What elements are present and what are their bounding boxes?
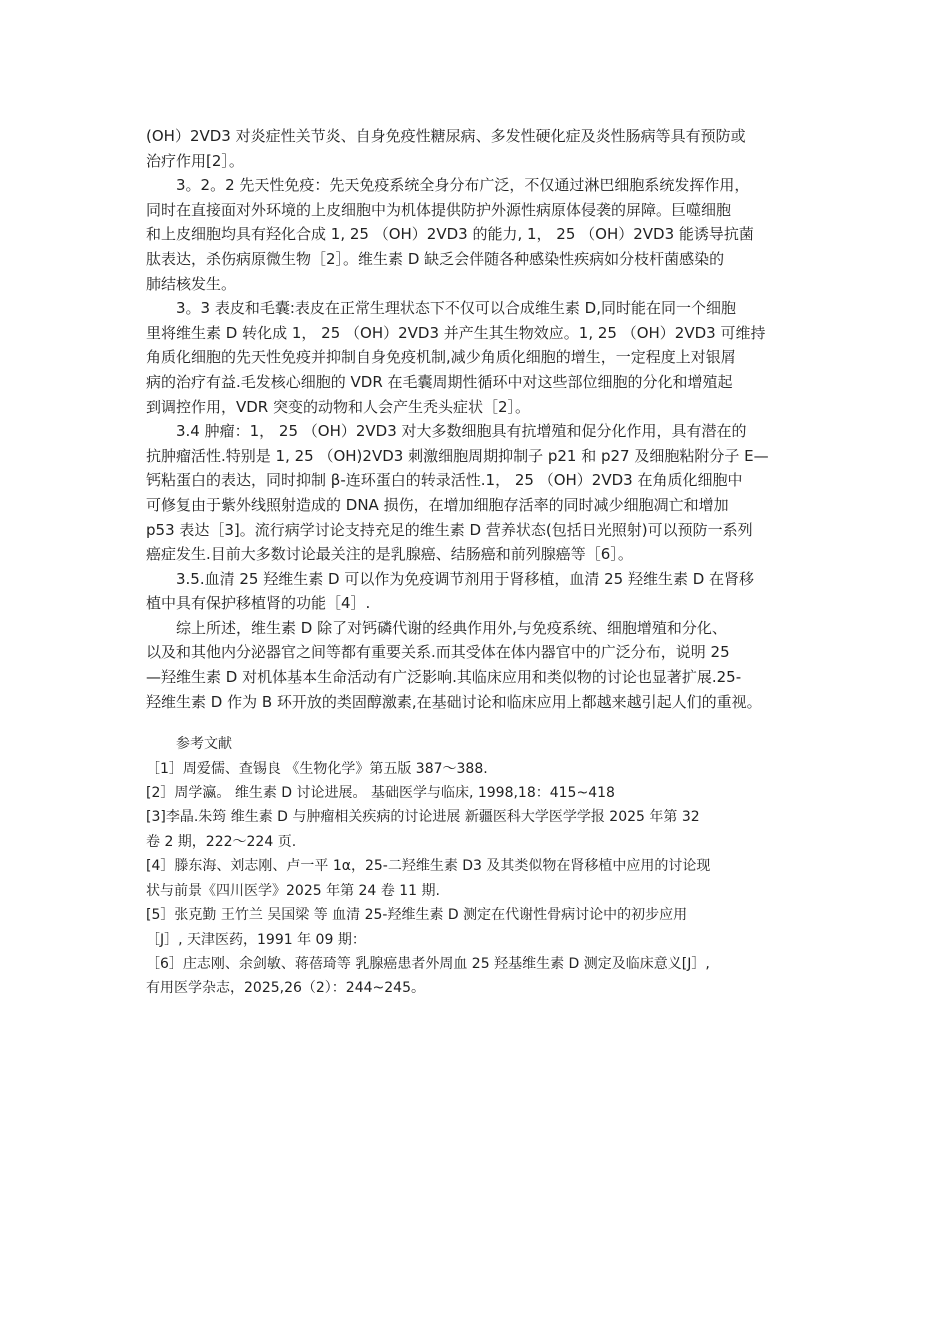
- reference-line: ［6］庄志刚、余剑敏、蒋蓓琦等 乳腺癌患者外周血 25 羟基维生素 D 测定及临床意义[J］,: [146, 955, 710, 972]
- paragraph-line: 以及和其他内分泌器官之间等都有重要关系.而其受体在体内器官中的广泛分布，说明 25: [146, 643, 730, 662]
- paragraph-line: p53 表达［3]。流行病学讨论支持充足的维生素 D 营养状态(包括日光照射)可以预防一系列: [146, 520, 753, 539]
- reference-line: [2］周学瀛。 维生素 D 讨论进展。 基础医学与临床, 1998,18：415~418: [146, 785, 615, 802]
- reference-item: [146, 805, 826, 854]
- reference-item: [146, 757, 826, 781]
- paragraph-line: 病的治疗有益.毛发核心细胞的 VDR 在毛囊周期性循环中对这些部位细胞的分化和增殖起: [146, 372, 733, 391]
- paragraph-line: 肺结核发生。: [146, 274, 237, 293]
- paragraph-line: 羟维生素 D 作为 B 环开放的类固醇激素,在基础讨论和临床应用上都越来越引起人们的重视。: [146, 692, 762, 711]
- paragraph-line: 可修复由于紫外线照射造成的 DNA 损伤，在增加细胞存活率的同时减少细胞凋亡和增加: [146, 495, 729, 514]
- document-body: [146, 124, 826, 714]
- paragraph-line: (OH）2VD3 对炎症性关节炎、自身免疫性糖尿病、多发性硬化症及炎性肠病等具有预防或: [146, 127, 746, 145]
- references-title: 参考文献: [176, 736, 232, 753]
- paragraph-line: —羟维生素 D 对机体基本生命活动有广泛影响.其临床应用和类似物的讨论也显著扩展.25-: [146, 668, 742, 687]
- paragraph-section-3-4: [146, 419, 826, 567]
- reference-item: [146, 854, 826, 903]
- reference-item: [146, 903, 826, 952]
- paragraph-line: 3。3 表皮和毛囊:表皮在正常生理状态下不仅可以合成维生素 D,同时能在同一个细胞: [176, 299, 736, 318]
- reference-item: [146, 952, 826, 1001]
- paragraph-line: 3。2。2 先天性免疫：先天免疫系统全身分布广泛，不仅通过淋巴细胞系统发挥作用，: [176, 176, 750, 195]
- paragraph-line: 角质化细胞的先天性免疫并抑制自身免疫机制,减少角质化细胞的增生，一定程度上对银屑: [146, 348, 736, 367]
- paragraph-line: 到调控作用，VDR 突变的动物和人会产生秃头症状［2］。: [146, 397, 531, 416]
- paragraph-line: 里将维生素 D 转化成 1， 25 （OH）2VD3 并产生其生物效应。1, 25 （OH）2VD3 可维持: [146, 323, 766, 342]
- document-page: [146, 124, 826, 1001]
- paragraph-line: 钙粘蛋白的表达，同时抑制 β-连环蛋白的转录活性.1， 25 （OH）2VD3 在角质化细胞中: [146, 471, 743, 490]
- reference-line: 有用医学杂志，2025,26（2）：244~245。: [146, 980, 425, 997]
- paragraph-line: 抗肿瘤活性.特别是 1, 25 （OH)2VD3 刺激细胞周期抑制子 p21 和 p27 及细胞粘附分子 E—: [146, 446, 769, 465]
- reference-line: 卷 2 期，222～224 页.: [146, 833, 297, 850]
- paragraph-line: 3.5.血清 25 羟维生素 D 可以作为免疫调节剂用于肾移植，血清 25 羟维生素 D 在肾移: [176, 569, 755, 588]
- paragraph-line: 肽表达，杀伤病原微生物［2］。维生素 D 缺乏会伴随各种感染性疾病如分枝杆菌感染的: [146, 249, 725, 268]
- paragraph-section-3-3: [146, 296, 826, 419]
- paragraph-section-3-2-2: [146, 173, 826, 296]
- reference-line: [3]李晶.朱筠 维生素 D 与肿瘤相关疾病的讨论进展 新疆医科大学医学学报 2025 年第 32: [146, 809, 700, 826]
- paragraph-line: 综上所述，维生素 D 除了对钙磷代谢的经典作用外,与免疫系统、细胞增殖和分化、: [176, 618, 727, 637]
- references-section: [146, 732, 826, 1000]
- paragraph-intro-continuation: [146, 124, 826, 173]
- paragraph-line: 3.4 肿瘤：1， 25 （OH）2VD3 对大多数细胞具有抗增殖和促分化作用，具有潜在的: [176, 422, 747, 441]
- reference-line: [4］滕东海、刘志刚、卢一平 1α，25-二羟维生素 D3 及其类似物在肾移植中应用的讨论现: [146, 858, 711, 875]
- reference-line: ［J］, 天津医药，1991 年 09 期：: [146, 931, 366, 948]
- paragraph-line: 植中具有保护移植肾的功能［4］.: [146, 594, 371, 613]
- paragraph-line: 同时在直接面对外环境的上皮细胞中为机体提供防护外源性病原体侵袭的屏障。巨噬细胞: [146, 200, 732, 219]
- paragraph-summary: [146, 616, 826, 714]
- reference-line: 状与前景《四川医学》2025 年第 24 卷 11 期.: [146, 882, 440, 899]
- reference-line: [5］张克勤 王竹兰 吴国梁 等 血清 25-羟维生素 D 测定在代谢性骨病讨论中的初步应用: [146, 907, 688, 924]
- paragraph-line: 和上皮细胞均具有羟化合成 1, 25 （OH）2VD3 的能力, 1， 25 （OH）2VD3 能诱导抗菌: [146, 225, 754, 244]
- paragraph-line: 治疗作用[2］。: [146, 151, 244, 170]
- paragraph-section-3-5: [146, 567, 826, 616]
- reference-item: [146, 781, 826, 805]
- paragraph-line: 癌症发生.目前大多数讨论最关注的是乳腺癌、结肠癌和前列腺癌等［6］。: [146, 545, 633, 564]
- reference-line: ［1］周爱儒、查锡良 《生物化学》第五版 387～388.: [146, 760, 488, 777]
